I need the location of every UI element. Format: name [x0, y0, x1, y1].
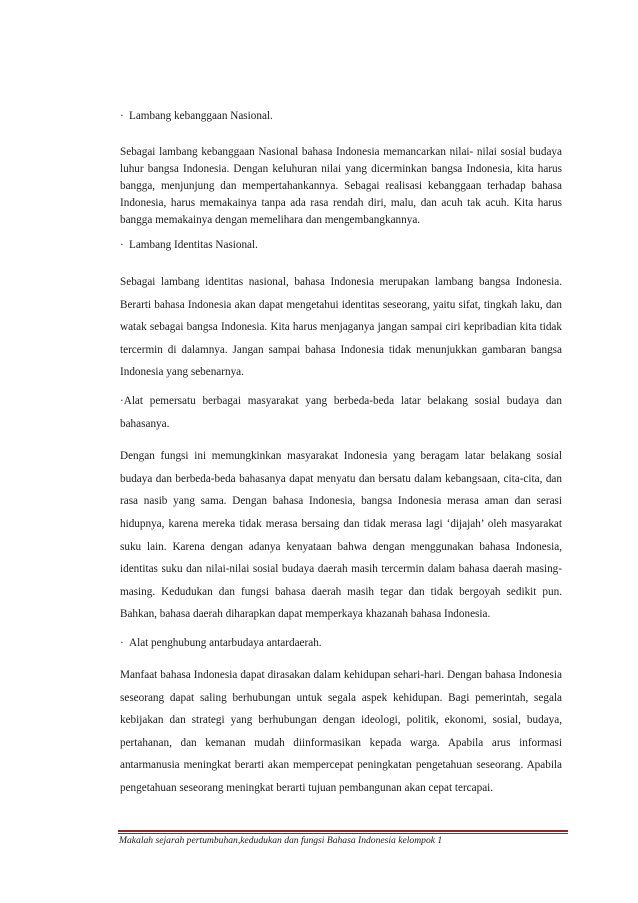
document-page: [120, 108, 562, 799]
footer-rule-secondary: [118, 833, 568, 834]
section-heading-text: Alat penghubung antarbudaya antardaerah.: [129, 636, 322, 649]
section-heading-identitas: [120, 237, 562, 254]
section-heading-text: Lambang kebanggaan Nasional.: [129, 110, 273, 122]
section-heading-text: Alat pemersatu berbagai masyarakat yang berbeda-beda latar belakang sosial budaya dan bahasanya.: [120, 394, 562, 430]
section-heading-kebanggaan: [120, 108, 562, 125]
bullet-dot: ·: [120, 394, 124, 407]
bullet-dot: ·: [120, 636, 124, 649]
page-footer: Makalah sejarah pertumbuhan,kedudukan dan fungsi Bahasa Indonesia kelompok 1: [119, 835, 443, 846]
section-heading-penghubung: [120, 635, 562, 652]
footer-rule: [118, 830, 568, 832]
section-body-penghubung: Manfaat bahasa Indonesia dapat dirasakan dalam kehidupan sehari-hari. Dengan bahasa Indonesia seseorang dapat saling berhubungan untuk segala aspek kehidupan. Bagi pemerintah, segala kebijakan dan strategi yang berhubungan dengan ideologi, politik, ekonomi, sosial, budaya, pertahanan, dan kemanan mudah diinformasikan kepada warga. Apabila arus informasi antarmanusia meningkat berarti akan mempercepat peningkatan pengetahuan seseorang. Apabila pengetahuan seseorang meningkat berarti tujuan pembangunan akan cepat tercapai.: [120, 668, 562, 794]
section-body-pemersatu: Dengan fungsi ini memungkinkan masyarakat Indonesia yang beragam latar belakang sosial budaya dan berbeda-beda bahasanya dapat menyatu dan bersatu dalam kebangsaan, cita-cita, dan rasa nasib yang sama. Dengan bahasa Indonesia, bangsa Indonesia merasa aman dan serasi hidupnya, karena mereka tidak merasa bersaing dan tidak merasa lagi ‘dijajah’ oleh masyarakat suku lain. Karena dengan adanya kenyataan bahwa dengan menggunakan bahasa Indonesia, identitas suku dan nilai-nilai sosial budaya daerah masih tercermin dalam bahasa daerah masing-masing. Kedudukan dan fungsi bahasa daerah masih tegar dan tidak bergoyah sedikit pun. Bahkan, bahasa daerah diharapkan dapat memperkaya khazanah bahasa Indonesia.: [120, 450, 562, 621]
bullet-dot: ·: [120, 110, 124, 122]
bullet-dot: ·: [120, 239, 124, 251]
section-heading-pemersatu: [120, 390, 562, 435]
section-body-kebanggaan: Sebagai lambang kebanggaan Nasional bahasa Indonesia memancarkan nilai- nilai sosial budaya luhur bangsa Indonesia. Dengan keluhuran nilai yang dicerminkan bangsa Indonesia, kita harus bangga, menjunjung dan mempertahankannya. Sebagai realisasi kebanggaan terhadap bahasa Indonesia, harus memakainya tanpa ada rasa rendah diri, malu, dan acuh tak acuh. Kita harus bangga memakainya dengan memelihara dan mengembangkannya.: [120, 146, 562, 226]
section-heading-text: Lambang Identitas Nasional.: [129, 239, 258, 251]
section-body-identitas: Sebagai lambang identitas nasional, bahasa Indonesia merupakan lambang bangsa Indonesia. Berarti bahasa Indonesia akan dapat mengetahui identitas seseorang, yaitu sifat, tingkah laku, dan watak sebagai bangsa Indonesia. Kita harus menjaganya jangan sampai ciri kepribadian kita tidak tercermin di dalamnya. Jangan sampai bahasa Indonesia tidak menunjukkan gambaran bangsa Indonesia yang sebenarnya.: [120, 276, 562, 379]
